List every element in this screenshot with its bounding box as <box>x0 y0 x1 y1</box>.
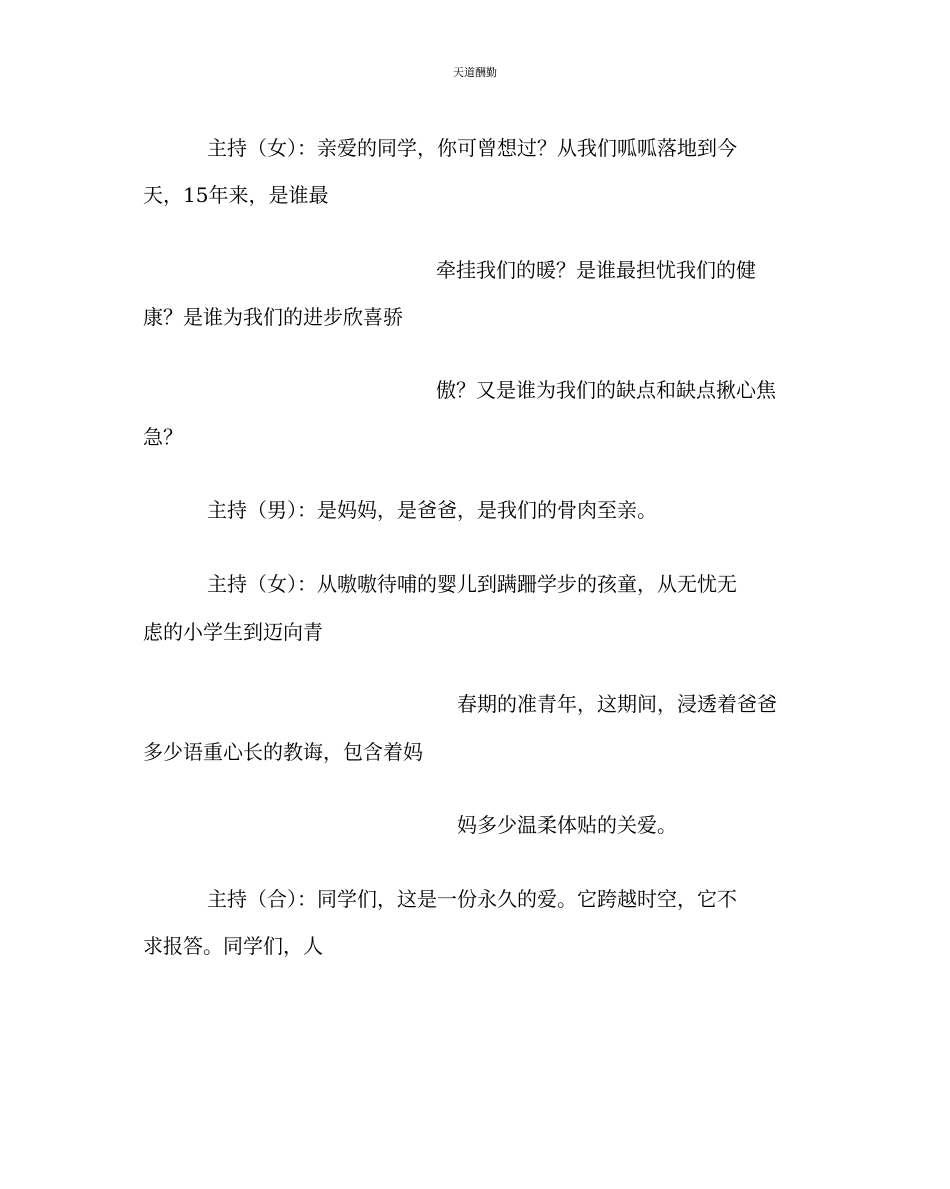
text-line: 傲？又是谁为我们的缺点和缺点揪心焦 <box>436 378 776 402</box>
text-line: 求报答。同学们，人 <box>143 934 323 958</box>
text-line: 主持（女）：从嗷嗷待哺的婴儿到蹒跚学步的孩童，从无忧无 <box>207 572 737 596</box>
text-line: 妈多少温柔体贴的关爱。 <box>457 813 677 837</box>
text-line: 主持（合）：同学们，这是一份永久的爱。它跨越时空，它不 <box>207 887 737 911</box>
text-line: 天，15年来，是谁最 <box>143 183 329 207</box>
page-header: 天道酬勤 <box>453 66 497 79</box>
text-line: 康？是谁为我们的进步欣喜骄 <box>143 305 403 329</box>
text-line: 主持（女）：亲爱的同学，你可曾想过？从我们呱呱落地到今 <box>207 136 737 160</box>
text-line: 春期的准青年，这期间，浸透着爸爸 <box>457 692 777 716</box>
text-line: 主持（男）：是妈妈，是爸爸，是我们的骨肉至亲。 <box>207 498 657 522</box>
text-line: 急？ <box>143 425 183 449</box>
text-line: 虑的小学生到迈向青 <box>143 620 323 644</box>
text-line: 牵挂我们的暖？是谁最担忧我们的健 <box>436 258 756 282</box>
text-line: 多少语重心长的教诲，包含着妈 <box>143 740 423 764</box>
